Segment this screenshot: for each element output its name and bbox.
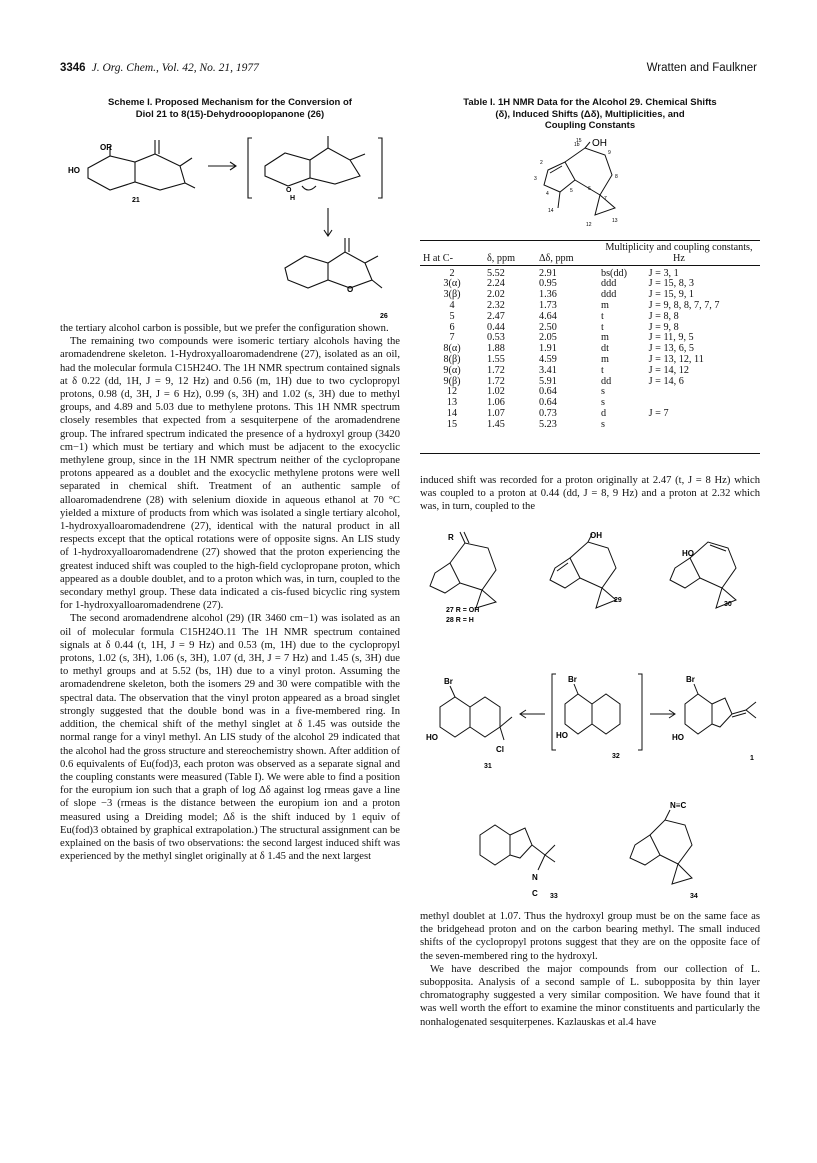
table-caption-line3: Coupling Constants <box>544 120 636 131</box>
cell-multiplicity: s <box>601 397 605 409</box>
oh-29: OH <box>590 531 602 540</box>
cell-carbon: 9(α) <box>443 364 461 376</box>
cell-coupling: J = 9, 8, 8, 7, 7, 7 <box>648 299 720 311</box>
table-row <box>420 312 760 323</box>
cell-multiplicity: bs(dd) <box>601 267 628 279</box>
cell-coupling: J = 8, 8 <box>648 310 679 322</box>
table-row <box>420 279 760 290</box>
cell-carbon: 4 <box>449 299 455 311</box>
cell-multiplicity: t <box>601 310 604 322</box>
cell-delta: 2.24 <box>487 278 505 290</box>
oh-label: OH <box>592 138 607 149</box>
structure-27-28 <box>430 532 496 608</box>
right-paragraph-3: We have described the major compounds from our collection of L. subopposita. Analysis of a second sample of L. subopposita by thin layer chromatography suggested a very similar composition. We have found that it was well worth the effort to examine the minor constituents and particularly the nonhalogenated sesquiterpenes. Kazlauskas et al.4 have <box>420 963 760 1028</box>
cell-induced-shift: 1.73 <box>539 299 557 311</box>
left-paragraph-1: the tertiary alcohol carbon is possible, but we prefer the configuration shown. <box>60 323 389 334</box>
table-row <box>420 387 760 398</box>
atom-2: 2 <box>540 160 543 166</box>
cell-delta: 2.32 <box>487 299 505 311</box>
atom-9: 9 <box>608 150 611 156</box>
scheme-caption-line2: Diol 21 to 8(15)-Dehydroooplopanone (26) <box>135 108 325 120</box>
cell-induced-shift: 4.64 <box>539 310 557 322</box>
cell-delta: 0.53 <box>487 332 505 344</box>
cell-coupling: J = 3, 1 <box>648 267 679 279</box>
cell-carbon: 14 <box>446 407 458 419</box>
journal-citation: J. Org. Chem., Vol. 42, No. 21, 1977 <box>91 62 259 74</box>
scheme-caption <box>60 97 400 120</box>
table-row <box>420 344 760 355</box>
structure-33 <box>480 825 555 870</box>
cell-coupling: J = 9, 8 <box>648 321 679 333</box>
scheme-caption-line1: Scheme I. Proposed Mechanism for the Conversion of <box>108 97 352 108</box>
cell-carbon: 12 <box>446 386 458 398</box>
cell-multiplicity: d <box>601 407 607 419</box>
cell-delta: 1.06 <box>487 397 505 409</box>
table-caption <box>420 97 760 132</box>
ho-31: HO <box>426 733 438 742</box>
compound-26-structure <box>285 238 382 288</box>
scheme-diagram <box>60 128 400 323</box>
n-33: N <box>532 873 538 882</box>
compound-26-number: 26 <box>380 313 388 320</box>
ho-1: HO <box>672 733 684 742</box>
caption-30: 30 <box>724 601 732 608</box>
structure-34 <box>630 810 692 884</box>
table-row <box>420 409 760 420</box>
caption-27: 27 R = OH <box>446 607 480 614</box>
table-row <box>420 323 760 334</box>
cell-delta: 1.55 <box>487 353 505 365</box>
table-top-rule <box>420 240 760 241</box>
atom-7: 7 <box>604 196 607 202</box>
cell-carbon: 13 <box>446 397 458 409</box>
right-paragraph-2: methyl doublet at 1.07. Thus the hydroxyl group must be on the same face as the bridgehead proton and on the carbon bearing methyl. The small induced shifts of the cyclopropyl protons suggest that they are on the opposite face of the seven-membered ring to the hydroxyl. <box>420 911 760 962</box>
cell-carbon: 2 <box>449 267 455 279</box>
structure-31 <box>440 686 512 740</box>
atom-8: 8 <box>615 174 618 180</box>
left-paragraph-2: The remaining two compounds were isomeric tertiary alcohols having the aromadendrene skeleton. 1-Hydroxyalloaromadendrene (27), isolated as an oil, had the molecular formula C15H24O. The 1H NMR spectrum contained signals at δ 0.22 (dd, 1H, J = 9, 12 Hz) and 0.56 (m, 1H) due to two cyclopropyl protons, 0.98 (d, 3H, J = 6 Hz), 0.99 (s, 3H) and 1.02 (s, 3H) due to methyl groups, and 4.89 and 5.03 due to methylene protons. This 1H NMR spectrum closely resembles that expected from a sesquiterpene of the aromadendrene group. The infrared spectrum indicated the presence of a hydroxyl group (3420 cm−1) which must be tertiary and which must be adjacent to the exocyclic methylene group, since in the 1H NMR spectrum neither of the cyclopropane protons appeared as a doublet and the exocyclic methylene protons were well separated in chemical shift. Treatment of an authentic sample of alloaromadendrene (28) with selenium dioxide in aqueous ethanol at 70 °C yielded a mixture of products from which was isolated a single tertiary alcohol, 1-hydroxyalloaromadendrene (27), identical with the natural product in all respects except that the optical rotations were of opposite signs. An LIS study of 1-hydroxyalloaromadendrene (27) showed that the proton experiencing the greatest induced shift was coupled to the high-field cyclopropane proton, which appeared as a double doublet, and to a proton which was, in turn, coupled to the secondary methyl group. These data indicated a cis-fused bicyclic ring system for 1-hydroxyalloaromadendrene (27). <box>60 336 400 612</box>
br-1: Br <box>686 675 695 684</box>
header-induced-shift: Δδ, ppm <box>536 243 598 265</box>
cell-multiplicity: t <box>601 364 604 376</box>
oxygen-label: O <box>286 187 292 194</box>
cell-multiplicity: m <box>601 353 609 365</box>
table-body <box>420 265 760 430</box>
cell-induced-shift: 5.23 <box>539 418 557 430</box>
cell-multiplicity: m <box>601 299 609 311</box>
table-row <box>420 398 760 409</box>
cl-31: Cl <box>496 745 504 754</box>
header-h-at-c: H at C- <box>420 243 484 265</box>
structure-30 <box>670 542 736 608</box>
cell-coupling <box>646 387 760 398</box>
running-header-left <box>60 62 259 74</box>
cell-carbon: 8(β) <box>443 353 461 365</box>
atom-6: 6 <box>588 186 591 192</box>
left-paragraph-3: The second aromadendrene alcohol (29) (IR 3460 cm−1) was isolated as an oil of molecular formula C15H24O.11 The 1H NMR spectrum contained signals at δ 0.44 (t, 1H, J = 9 Hz) and 0.53 (m, 1H) due to the cyclopropyl protons, 1.02 (s, 3H), 1.06 (s, 3H), 1.07 (d, 3H, J = 7 Hz) and 1.45 (s, 3H) due to methyl groups and at 5.52 (bs, 1H) due to a vinyl proton. Assuming the aromadendrene skeleton, both the isomers 29 and 30 were compatible with the spectral data. The observation that the vinyl proton appeared as a broad singlet strongly suggested that the double bond was in a five-membered ring. In addition, the chemical shift of the methyl singlet at δ 1.45 was outside the normal range for a vinyl methyl. An LIS study of the alcohol 29 indicated that the alcohol had the gross structure and stereochemistry shown. After addition of 0.6 equivalents of Eu(fod)3, each proton was observed as a separate signal and the coupling constants were measured (Table I). We were able to find a position for the europium ion such that a graph of log Δδ against log rmeas gave a line of slope −3 (rmeas is the distance between the europium ion and a proton measured using a Dreiding model; Δδ is the shift induced by 1 equiv of Eu(fod)3 obtained by graphical extrapolation.) The structural assignment can be explained on the basis of two observations: the second largest induced shift was experienced by the methyl singlet originally at δ 1.45 and the next largest <box>60 613 400 863</box>
table-row <box>420 265 760 279</box>
cell-coupling: J = 13, 12, 11 <box>648 353 704 365</box>
atom-14: 14 <box>548 208 554 214</box>
table-row <box>420 355 760 366</box>
cell-multiplicity: ddd <box>601 278 617 290</box>
caption-1: 1 <box>750 755 754 762</box>
cell-induced-shift: 0.73 <box>539 407 557 419</box>
cell-delta: 1.02 <box>487 386 505 398</box>
caption-32: 32 <box>612 753 620 760</box>
cell-delta: 1.07 <box>487 407 505 419</box>
caption-28: 28 R = H <box>446 617 474 624</box>
table-row <box>420 377 760 388</box>
cell-coupling: J = 15, 8, 3 <box>648 278 695 290</box>
table-header-row <box>420 243 760 265</box>
table-row <box>420 301 760 312</box>
left-column <box>60 322 400 863</box>
table-row <box>420 420 760 431</box>
cell-induced-shift: 2.05 <box>539 332 557 344</box>
cell-delta: 1.88 <box>487 343 505 355</box>
ketone-label: O <box>347 285 354 294</box>
cell-induced-shift: 0.95 <box>539 278 557 290</box>
table-row <box>420 366 760 377</box>
cell-delta: 2.47 <box>487 310 505 322</box>
cell-carbon: 7 <box>449 332 455 344</box>
cell-coupling: J = 14, 12 <box>648 364 689 376</box>
cell-induced-shift: 1.36 <box>539 289 557 301</box>
right-column-top <box>420 474 760 514</box>
table-caption-line2: (δ), Induced Shifts (Δδ), Multiplicities, and <box>495 108 685 120</box>
cell-induced-shift: 4.59 <box>539 353 557 365</box>
cell-coupling <box>646 420 760 431</box>
down-arrow <box>324 208 332 236</box>
cell-carbon: 3(α) <box>443 278 461 290</box>
cell-induced-shift: 2.91 <box>539 267 557 279</box>
cell-carbon: 15 <box>446 418 458 430</box>
header-multiplicity: Multiplicity and coupling constants, Hz <box>598 243 760 265</box>
structure-32 <box>565 684 620 734</box>
cell-coupling: J = 14, 6 <box>648 375 684 387</box>
ho-32: HO <box>556 731 568 740</box>
table-row <box>420 333 760 344</box>
r-label: R <box>448 533 454 542</box>
caption-34: 34 <box>690 893 698 900</box>
cell-induced-shift: 5.91 <box>539 375 557 387</box>
cell-multiplicity: m <box>601 332 609 344</box>
br-31: Br <box>444 677 453 686</box>
cell-carbon: 6 <box>449 321 455 333</box>
arrow-32-to-1 <box>650 710 675 718</box>
atom-1b: 1b <box>574 142 580 148</box>
cell-coupling: J = 13, 6, 5 <box>648 343 695 355</box>
br-32: Br <box>568 675 577 684</box>
cell-multiplicity: s <box>601 418 605 430</box>
reaction-arrow <box>208 162 236 170</box>
header-delta: δ, ppm <box>484 243 536 265</box>
right-paragraph-1: induced shift was recorded for a proton originally at 2.47 (t, J = 8 Hz) which was coupled to a proton at 0.44 (dd, J = 8, 9 Hz) and a proton at 2.32 which was, in turn, coupled to the <box>420 475 760 513</box>
or-label: OR <box>100 143 112 152</box>
caption-33: 33 <box>550 893 558 900</box>
hydrogen-label: H <box>290 195 296 202</box>
atom-3: 3 <box>534 176 537 182</box>
page-number: 3346 <box>60 62 86 74</box>
cell-coupling: J = 7 <box>648 407 669 419</box>
structure-29 <box>550 534 616 608</box>
cell-induced-shift: 3.41 <box>539 364 557 376</box>
caption-31: 31 <box>484 763 492 770</box>
cell-delta: 1.72 <box>487 375 505 387</box>
cell-delta: 0.44 <box>487 321 505 333</box>
ho-30: HO <box>682 549 694 558</box>
intermediate-brackets <box>248 138 382 198</box>
caption-29: 29 <box>614 597 622 604</box>
cell-carbon: 5 <box>449 310 455 322</box>
cell-delta: 1.45 <box>487 418 505 430</box>
structures-31-32-1 <box>420 672 765 782</box>
nmr-table <box>420 243 760 431</box>
cell-multiplicity: dt <box>601 343 609 355</box>
structure-1 <box>685 684 756 734</box>
intermediate-structure <box>265 136 365 190</box>
cell-multiplicity: ddd <box>601 289 617 301</box>
structures-27-30 <box>420 528 765 638</box>
running-header-authors: Wratten and Faulkner <box>646 62 757 74</box>
nc-34: N≡C <box>670 801 687 810</box>
atom-5: 5 <box>570 188 573 194</box>
cell-delta: 2.02 <box>487 289 505 301</box>
atom-13: 13 <box>612 218 618 224</box>
cell-delta: 5.52 <box>487 267 505 279</box>
cell-multiplicity: dd <box>601 375 612 387</box>
atom-12: 12 <box>586 222 592 228</box>
atom-4: 4 <box>546 191 549 197</box>
compound-21-number: 21 <box>132 197 140 204</box>
cell-carbon: 3(β) <box>443 289 461 301</box>
atom-15: 15 <box>576 138 582 144</box>
cell-carbon: 9(β) <box>443 375 461 387</box>
cell-carbon: 8(α) <box>443 343 461 355</box>
cell-induced-shift: 0.64 <box>539 386 557 398</box>
cell-induced-shift: 1.91 <box>539 343 557 355</box>
cell-coupling: J = 15, 9, 1 <box>648 289 695 301</box>
table-bottom-rule <box>420 453 760 454</box>
right-column-bottom <box>420 910 760 1029</box>
table-caption-line1: Table I. 1H NMR Data for the Alcohol 29. Chemical Shifts <box>463 97 717 108</box>
cell-multiplicity: t <box>601 321 604 333</box>
cell-delta: 1.72 <box>487 364 505 376</box>
ho-label: HO <box>68 166 80 175</box>
c-33: C <box>532 889 538 898</box>
cell-induced-shift: 0.64 <box>539 397 557 409</box>
alcohol-29-numbered-structure <box>530 140 650 235</box>
cell-multiplicity: s <box>601 386 605 398</box>
arrow-31-from-32 <box>520 710 545 718</box>
cell-induced-shift: 2.50 <box>539 321 557 333</box>
structures-33-34 <box>420 800 765 910</box>
cell-coupling: J = 11, 9, 5 <box>648 332 694 344</box>
